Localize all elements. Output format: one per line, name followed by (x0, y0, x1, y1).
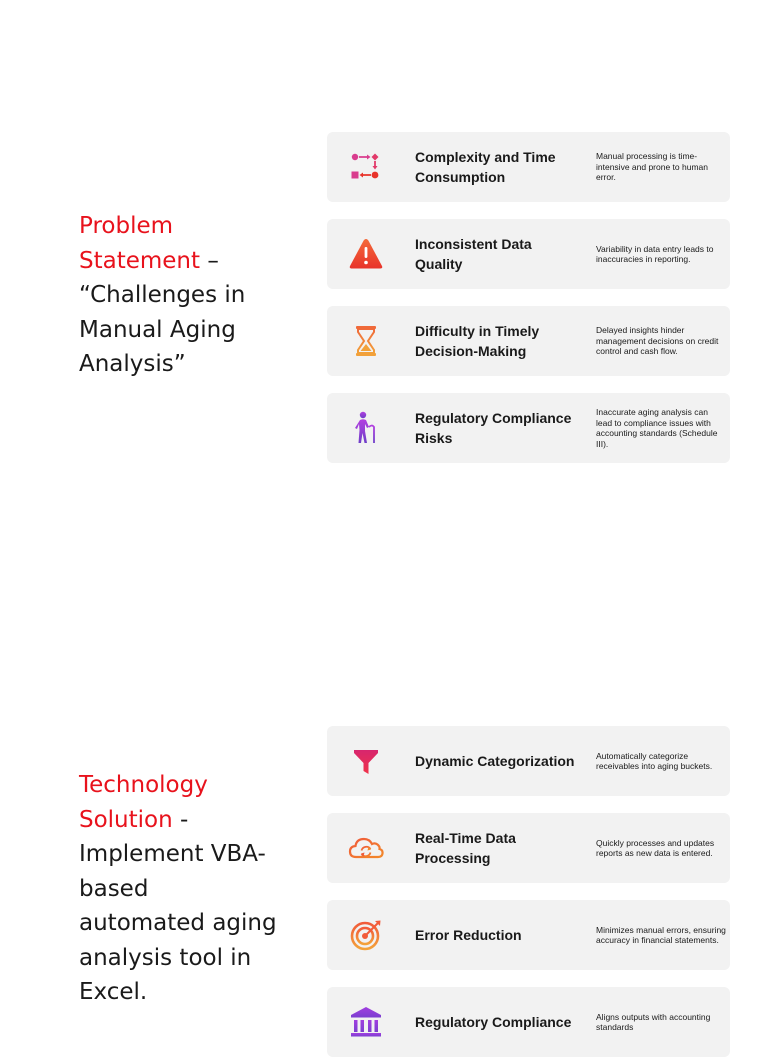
card-title: Real-Time Data Processing (415, 830, 516, 866)
solution-card-compliance (327, 987, 730, 1057)
elderly-person-icon (347, 409, 385, 447)
technology-solution-accent: Technology Solution (79, 772, 208, 833)
solution-card-categorization (327, 726, 730, 796)
card-description: Aligns outputs with accounting standards (596, 1011, 711, 1032)
problem-statement-subtitle: – “Challenges in Manual Aging Analysis” (79, 247, 246, 377)
card-title: Inconsistent Data Quality (415, 236, 532, 272)
problem-card-compliance-risks (327, 393, 730, 463)
card-title: Complexity and Time Consumption (415, 149, 556, 185)
card-title: Difficulty in Timely Decision-Making (415, 323, 540, 359)
problem-statement-accent: Problem Statement (79, 213, 201, 274)
technology-solution-subtitle: - Implement VBA-based automated aging analysis tool in Excel. (79, 806, 277, 1005)
funnel-icon (347, 742, 385, 780)
card-description: Variability in data entry leads to inaccuracies in reporting. (596, 243, 714, 264)
bank-icon (347, 1003, 385, 1041)
card-description: Inaccurate aging analysis can lead to compliance issues with accounting standards (Schedule III). (596, 407, 718, 449)
workflow-icon (347, 148, 385, 186)
problem-card-complexity (327, 132, 730, 202)
card-description: Manual processing is time-intensive and prone to human error. (596, 151, 708, 183)
card-description: Delayed insights hinder management decisions on credit control and cash flow. (596, 325, 719, 357)
warning-icon (347, 235, 385, 273)
problem-statement-heading (79, 209, 279, 382)
problem-card-data-quality (327, 219, 730, 289)
solution-card-real-time (327, 813, 730, 883)
card-title: Error Reduction (415, 927, 522, 943)
card-title: Regulatory Compliance (415, 1014, 572, 1030)
technology-solution-heading (79, 768, 279, 1010)
card-title: Dynamic Categorization (415, 753, 575, 769)
card-title: Regulatory Compliance Risks (415, 410, 572, 446)
hourglass-icon (347, 322, 385, 360)
card-description: Automatically categorize receivables into aging buckets. (596, 750, 713, 771)
card-description: Quickly processes and updates reports as new data is entered. (596, 837, 715, 858)
target-icon (347, 916, 385, 954)
problem-card-decision-making (327, 306, 730, 376)
solution-card-error-reduction (327, 900, 730, 970)
cloud-sync-icon (347, 829, 385, 867)
card-description: Minimizes manual errors, ensuring accuracy in financial statements. (596, 924, 726, 945)
